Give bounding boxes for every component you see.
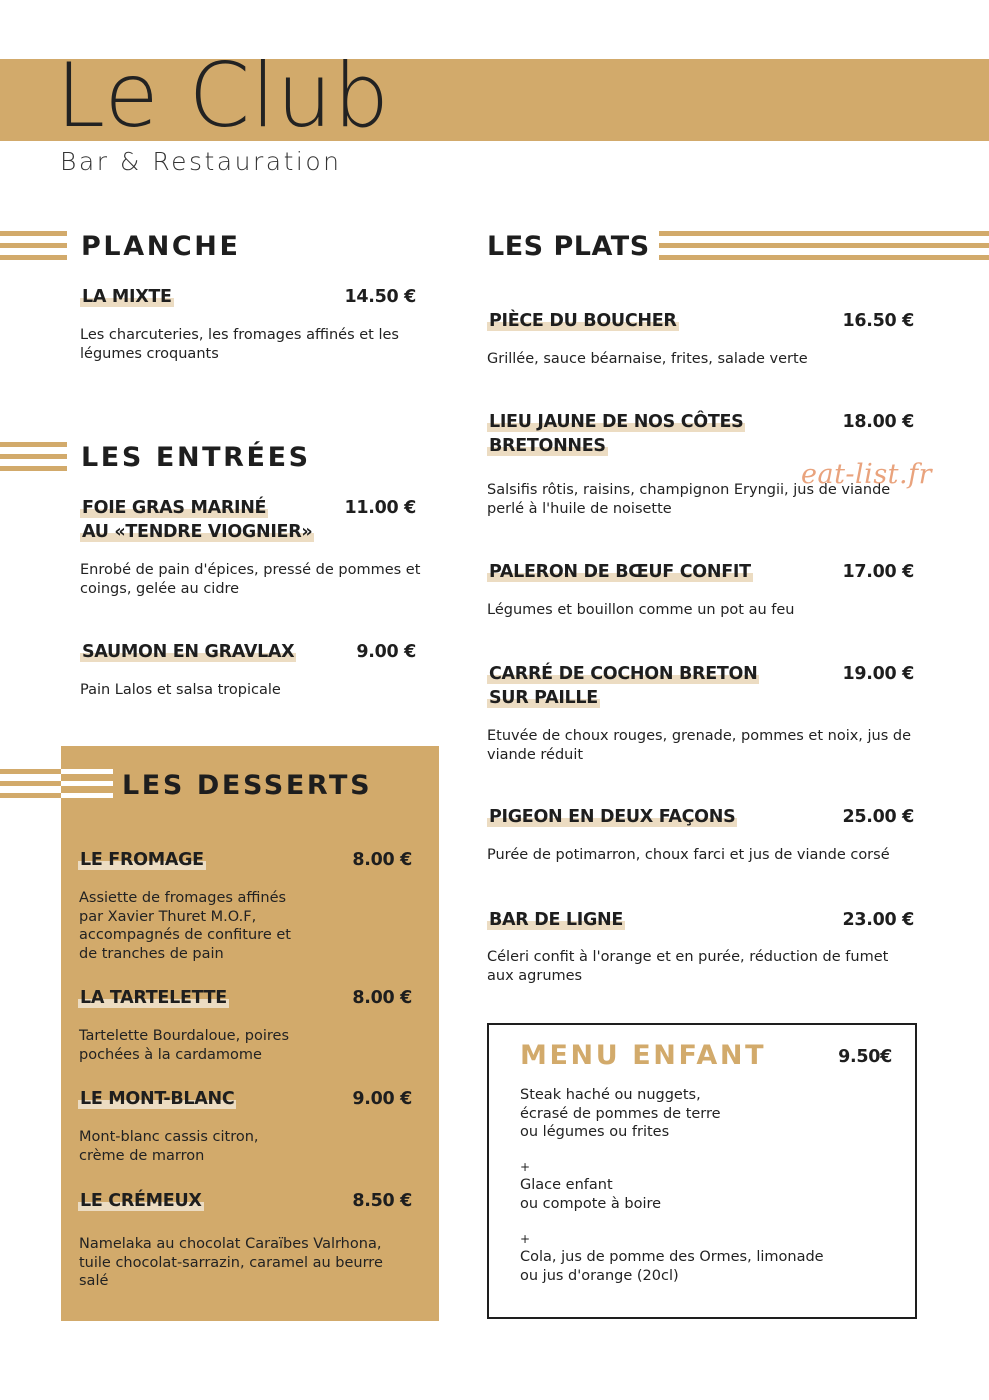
menu-item-desc: Les charcuteries, les fromages affinés et les légumes croquants: [80, 327, 399, 362]
menu-item-price: 8.00 €: [352, 988, 412, 1008]
menu-item-desc: Etuvée de choux rouges, grenade, pommes et noix, jus de viande réduit: [487, 728, 912, 763]
kids-menu-plus: +: [520, 1232, 531, 1246]
menu-item-name: PIÈCE DU BOUCHER: [489, 311, 677, 331]
section-stripes-plats: [659, 231, 989, 260]
kids-menu-title: MENU ENFANT: [520, 1040, 767, 1071]
menu-item-name: LA MIXTE: [82, 287, 172, 307]
menu-item-price: 25.00 €: [842, 807, 914, 827]
menu-item-desc: Namelaka au chocolat Caraïbes Valrhona, tuile chocolat-sarrazin, caramel au beurre salé: [79, 1236, 383, 1289]
kids-menu-plus: +: [520, 1160, 531, 1174]
menu-item-desc: Enrobé de pain d'épices, pressé de pommes et coings, gelée au cidre: [80, 562, 421, 597]
menu-item-name: LE MONT-BLANC: [80, 1089, 235, 1109]
section-stripes-entrees: [0, 442, 67, 471]
section-title-planche: PLANCHE: [81, 231, 241, 262]
watermark: eat-list.fr: [801, 459, 933, 490]
menu-item-price: 23.00 €: [842, 910, 914, 930]
section-stripes-desserts-inner: [61, 769, 113, 798]
menu-item-name: SAUMON EN GRAVLAX: [82, 642, 295, 662]
menu-item-price: 11.00 €: [344, 498, 416, 518]
menu-item-price: 8.00 €: [352, 850, 412, 870]
menu-item-desc: Pain Lalos et salsa tropicale: [80, 682, 281, 698]
menu-item-price: 8.50 €: [352, 1191, 412, 1211]
menu-item-desc: Légumes et bouillon comme un pot au feu: [487, 602, 795, 618]
kids-menu-price: 9.50€: [838, 1047, 892, 1067]
section-stripes-planche: [0, 231, 67, 260]
menu-item-desc: Tartelette Bourdaloue, poires pochées à la cardamome: [79, 1028, 290, 1063]
menu-item-desc: Mont-blanc cassis citron, crème de marron: [79, 1129, 259, 1164]
menu-item-price: 14.50 €: [344, 287, 416, 307]
menu-item-desc: Assiette de fromages affinés par Xavier Thuret M.O.F, accompagnés de confiture et de tranches de pain: [79, 890, 291, 962]
kids-menu-drink: Cola, jus de pomme des Ormes, limonade ou jus d'orange (20cl): [520, 1249, 824, 1284]
menu-item-price: 9.00 €: [356, 642, 416, 662]
menu-item-name: PIGEON EN DEUX FAÇONS: [489, 807, 736, 827]
menu-item-price: 19.00 €: [842, 664, 914, 684]
menu-item-price: 9.00 €: [352, 1089, 412, 1109]
menu-item-name: LE FROMAGE: [80, 850, 204, 870]
menu-item-name: LIEU JAUNE DE NOS CÔTES BRETONNES: [489, 412, 744, 456]
menu-item-price: 17.00 €: [842, 562, 914, 582]
section-stripes-desserts: [0, 769, 61, 798]
menu-item-name: LA TARTELETTE: [80, 988, 227, 1008]
section-title-plats: LES PLATS: [487, 231, 650, 262]
menu-item-desc: Purée de potimarron, choux farci et jus de viande corsé: [487, 847, 890, 863]
menu-item-desc: Salsifis rôtis, raisins, champignon Eryngii, jus de viande perlé à l'huile de noisette: [487, 482, 891, 517]
menu-item-name: FOIE GRAS MARINÉ AU «TENDRE VIOGNIER»: [82, 498, 313, 542]
menu-item-price: 16.50 €: [842, 311, 914, 331]
menu-item-desc: Grillée, sauce béarnaise, frites, salade verte: [487, 351, 808, 367]
brand-subtitle: Bar & Restauration: [60, 147, 342, 176]
menu-item-name: LE CRÉMEUX: [80, 1191, 202, 1211]
kids-menu-dessert: Glace enfant ou compote à boire: [520, 1177, 662, 1212]
menu-item-name: BAR DE LIGNE: [489, 910, 624, 930]
section-title-entrees: LES ENTRÉES: [81, 442, 311, 473]
kids-menu-main: Steak haché ou nuggets, écrasé de pommes de terre ou légumes ou frites: [520, 1087, 721, 1140]
menu-item-name: PALERON DE BŒUF CONFIT: [489, 562, 751, 582]
menu-item-desc: Céleri confit à l'orange et en purée, réduction de fumet aux agrumes: [487, 949, 889, 984]
menu-item-name: CARRÉ DE COCHON BRETON SUR PAILLE: [489, 664, 758, 708]
menu-item-price: 18.00 €: [842, 412, 914, 432]
section-title-desserts: LES DESSERTS: [122, 770, 373, 801]
brand-logo-title: Le Club: [56, 44, 391, 147]
